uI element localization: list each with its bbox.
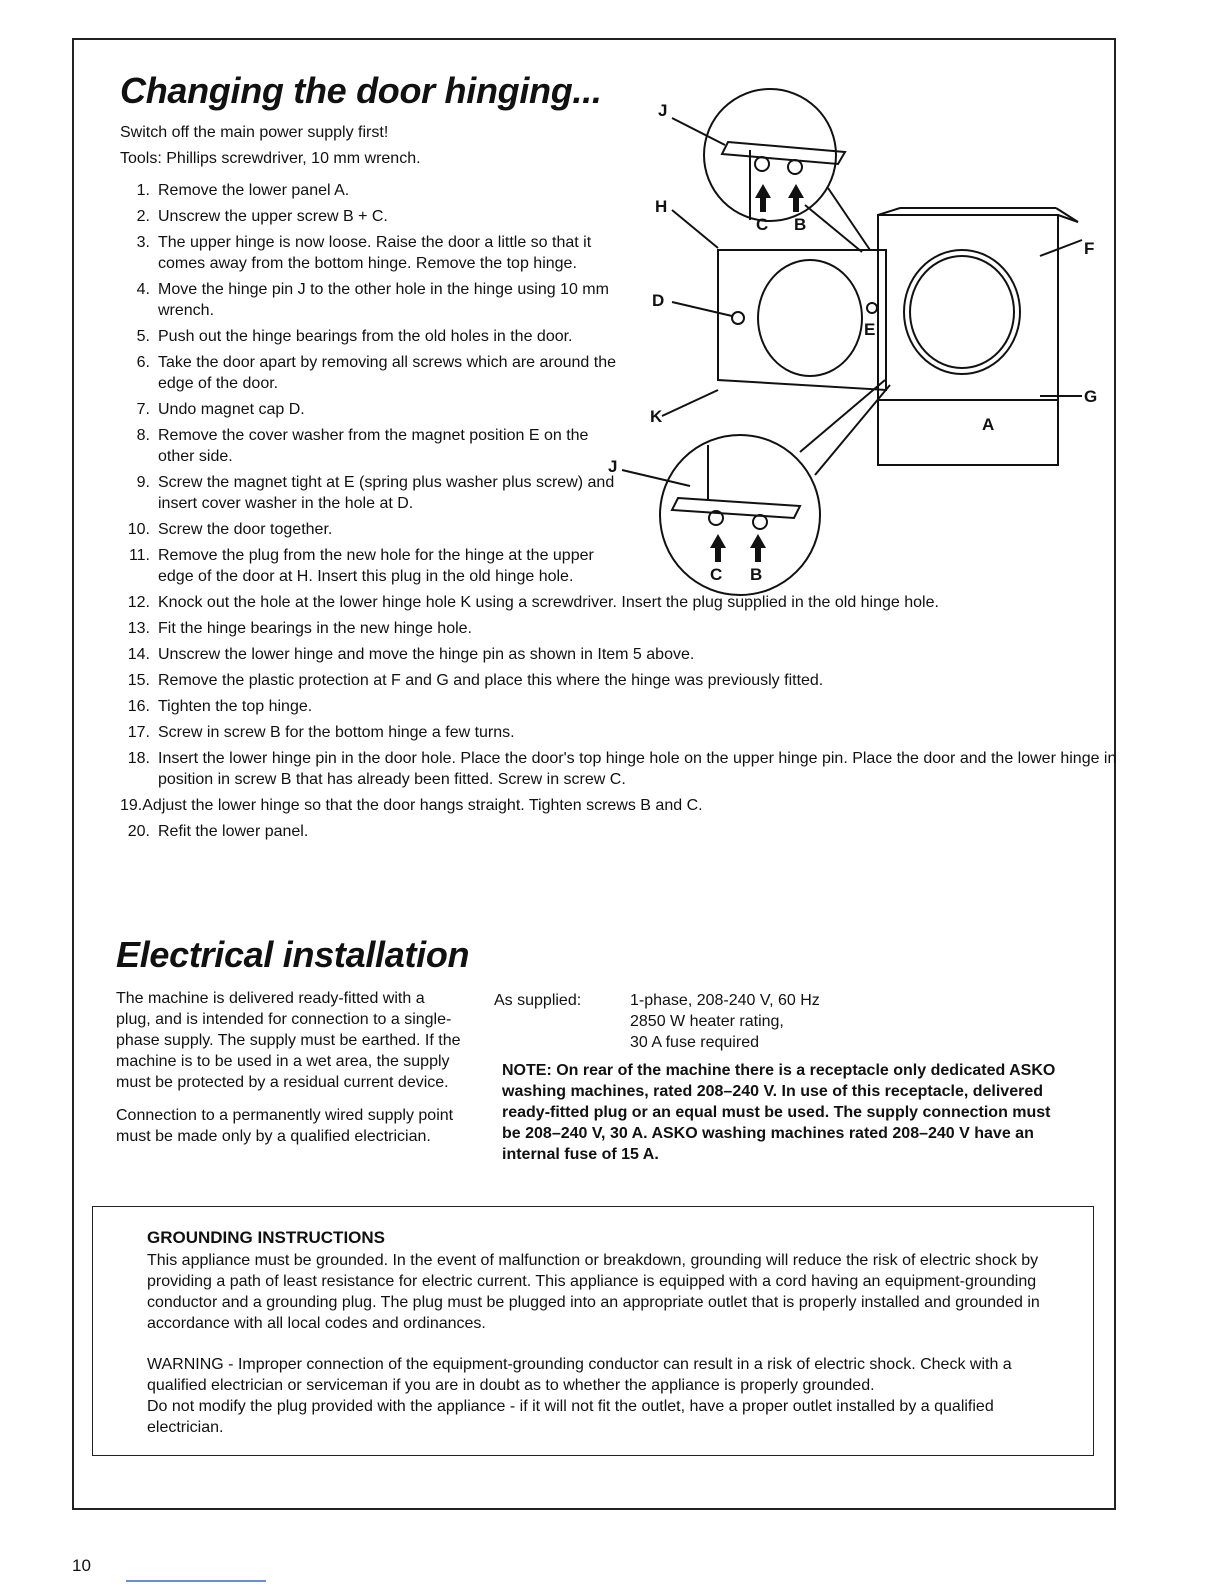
leader-line-j-bottom <box>622 470 690 486</box>
intro-line: Tools: Phillips screwdriver, 10 mm wrench. <box>120 150 421 167</box>
arrow-up-icon <box>788 184 804 212</box>
step-number: 16. <box>127 698 150 715</box>
step-item <box>120 519 618 540</box>
porthole-inner <box>910 256 1014 368</box>
electrical-description <box>116 988 461 1159</box>
label-k: K <box>650 407 663 426</box>
arrow-up-icon <box>750 534 766 562</box>
plug-modify-paragraph: Do not modify the plug provided with the appliance - if it will not fit the outlet, have a proper outlet installed by a qualified electrician. <box>147 1398 994 1436</box>
step-text: The upper hinge is now loose. Raise the door a little so that it comes away from the bottom hinge. Remove the top hinge. <box>158 234 592 272</box>
leader-line-h <box>672 210 718 248</box>
warning-paragraph: WARNING - Improper connection of the equipment-grounding conductor can result in a risk of electric shock. Check with a qualified electrician or serviceman if you are in doubt as to whether the appliance is properly grounded. <box>147 1356 1012 1394</box>
step-text: Remove the lower panel A. <box>158 182 350 199</box>
hinge-screw <box>788 160 802 174</box>
step-number: 14. <box>127 646 150 663</box>
step-number: 1. <box>136 182 150 199</box>
leader-line-j-top <box>672 118 725 145</box>
arrow-up-icon <box>755 184 771 212</box>
label-j-bottom: J <box>608 457 618 476</box>
step-number: 12. <box>127 594 150 611</box>
receptacle-note: NOTE: On rear of the machine there is a receptacle only dedicated ASKO washing machines, rated 208–240 V. In use of this receptacle, delivered ready-fitted plug or an equal must be used. The supply connection must be 208–240 V, 30 A. ASKO washing machines rated 208–240 V have an internal fuse of 15 A. <box>502 1062 1056 1163</box>
label-e: E <box>864 320 876 339</box>
step-item <box>120 232 618 274</box>
step-text: Fit the hinge bearings in the new hinge hole. <box>158 620 472 637</box>
step-text: Unscrew the lower hinge and move the hinge pin as shown in Item 5 above. <box>158 646 695 663</box>
step-item <box>120 545 618 587</box>
upper-hinge-plate <box>722 142 845 164</box>
step-number: 17. <box>127 724 150 741</box>
step-text: Move the hinge pin J to the other hole in the hinge using 10 mm wrench. <box>158 281 609 319</box>
section-title-door-hinging: Changing the door hinging... <box>120 70 602 111</box>
step-item <box>120 748 1118 790</box>
label-f: F <box>1084 239 1095 258</box>
step-number: 4. <box>136 281 150 298</box>
label-c-bottom: C <box>710 565 723 584</box>
step-number: 7. <box>136 401 150 418</box>
step-item <box>120 696 1118 717</box>
step-text: Screw the magnet tight at E (spring plus washer plus screw) and insert cover washer in the hole at D. <box>158 474 615 512</box>
porthole-outer <box>904 250 1020 374</box>
magnet-cap-d <box>732 312 744 324</box>
lower-hinge-plate <box>672 498 800 518</box>
step-text: Take the door apart by removing all screws which are around the edge of the door. <box>158 354 617 392</box>
step-item <box>120 206 618 227</box>
supply-value: 1-phase, 208-240 V, 60 Hz <box>630 992 820 1009</box>
electrical-paragraph: The machine is delivered ready-fitted with a plug, and is intended for connection to a single-phase supply. The supply must be earthed. If the machine is to be used in a wet area, the supply must be protected by a residual current device. <box>116 990 461 1091</box>
step-text: Push out the hinge bearings from the old holes in the door. <box>158 328 573 345</box>
step-text: Screw in screw B for the bottom hinge a few turns. <box>158 724 515 741</box>
magnet-position-e <box>867 303 877 313</box>
as-supplied-label: As supplied: <box>494 992 582 1009</box>
label-j-top: J <box>658 101 668 120</box>
hinge-screw <box>753 515 767 529</box>
intro-line: Switch off the main power supply first! <box>120 124 389 141</box>
as-supplied-values <box>630 990 820 1053</box>
step-item <box>120 821 1118 842</box>
step-text: Knock out the hole at the lower hinge hole K using a screwdriver. Insert the plug supplied in the old hinge hole. <box>158 594 939 611</box>
step-item <box>120 618 1118 639</box>
step-number: 9. <box>136 474 150 491</box>
footer-rule <box>126 1580 266 1582</box>
label-c-top: C <box>756 215 769 234</box>
label-g: G <box>1084 387 1098 406</box>
step-text: Insert the lower hinge pin in the door hole. Place the door's top hinge hole on the upper hinge pin. Place the door and the lower hinge in position in screw B that has already been fitted. Screw in screw C. <box>158 750 1117 788</box>
leader-line-d <box>672 302 732 316</box>
step-text: 19.Adjust the lower hinge so that the door hangs straight. Tighten screws B and C. <box>120 797 703 814</box>
step-text: Remove the plug from the new hole for the hinge at the upper edge of the door at H. Insert this plug in the old hinge hole. <box>158 547 594 585</box>
arrow-up-icon <box>710 534 726 562</box>
step-number: 10. <box>127 521 150 538</box>
step-number: 6. <box>136 354 150 371</box>
label-b-top: B <box>794 215 807 234</box>
label-d: D <box>652 291 665 310</box>
step-item <box>120 425 618 467</box>
supply-value: 30 A fuse required <box>630 1034 759 1051</box>
label-a: A <box>982 415 995 434</box>
step-item <box>120 326 618 347</box>
supply-value: 2850 W heater rating, <box>630 1013 784 1030</box>
callout-tail <box>805 205 862 252</box>
door-glass <box>758 260 862 376</box>
intro-block <box>120 120 421 172</box>
grounding-instructions-box <box>92 1206 1094 1456</box>
step-item <box>120 180 618 201</box>
step-number: 2. <box>136 208 150 225</box>
step-number: 18. <box>127 750 150 767</box>
step-item <box>120 472 618 514</box>
step-number: 8. <box>136 427 150 444</box>
hinge-screw <box>755 157 769 171</box>
leader-line-f <box>1040 240 1082 256</box>
label-h: H <box>655 197 668 216</box>
page-number: 10 <box>72 1556 91 1575</box>
step-text: Tighten the top hinge. <box>158 698 313 715</box>
step-number: 3. <box>136 234 150 251</box>
step-number: 15. <box>127 672 150 689</box>
step-text: Remove the cover washer from the magnet position E on the other side. <box>158 427 589 465</box>
grounding-title: GROUNDING INSTRUCTIONS <box>147 1228 385 1247</box>
grounding-paragraph: This appliance must be grounded. In the event of malfunction or breakdown, grounding will reduce the risk of electric shock by providing a path of least resistance for electric current. This appliance is equipped with a cord having an equipment-grounding conductor and a grounding plug. The plug must be plugged into an appropriate outlet that is properly installed and grounded in accordance with all local codes and ordinances. <box>147 1252 1040 1332</box>
step-number: 13. <box>127 620 150 637</box>
step-item <box>120 795 1080 816</box>
step-item <box>120 399 618 420</box>
door-hinge-diagram <box>600 80 1120 610</box>
label-b-bottom: B <box>750 565 763 584</box>
step-text: Screw the door together. <box>158 521 333 538</box>
step-text: Refit the lower panel. <box>158 823 309 840</box>
grounding-content <box>147 1227 1057 1438</box>
electrical-paragraph: Connection to a permanently wired supply point must be made only by a qualified electrician. <box>116 1107 454 1145</box>
step-text: Undo magnet cap D. <box>158 401 305 418</box>
step-number: 20. <box>127 823 150 840</box>
machine-cabinet <box>878 215 1058 465</box>
leader-line-k <box>662 390 718 416</box>
step-item <box>120 722 1118 743</box>
step-item <box>120 352 618 394</box>
step-number: 5. <box>136 328 150 345</box>
step-item <box>120 644 1118 665</box>
section-title-electrical: Electrical installation <box>116 934 470 975</box>
step-item <box>120 279 618 321</box>
step-text: Unscrew the upper screw B + C. <box>158 208 388 225</box>
step-number: 11. <box>128 547 150 564</box>
step-item <box>120 670 1118 691</box>
cabinet-top-edge <box>878 208 900 215</box>
step-text: Remove the plastic protection at F and G and place this where the hinge was previously fitted. <box>158 672 824 689</box>
